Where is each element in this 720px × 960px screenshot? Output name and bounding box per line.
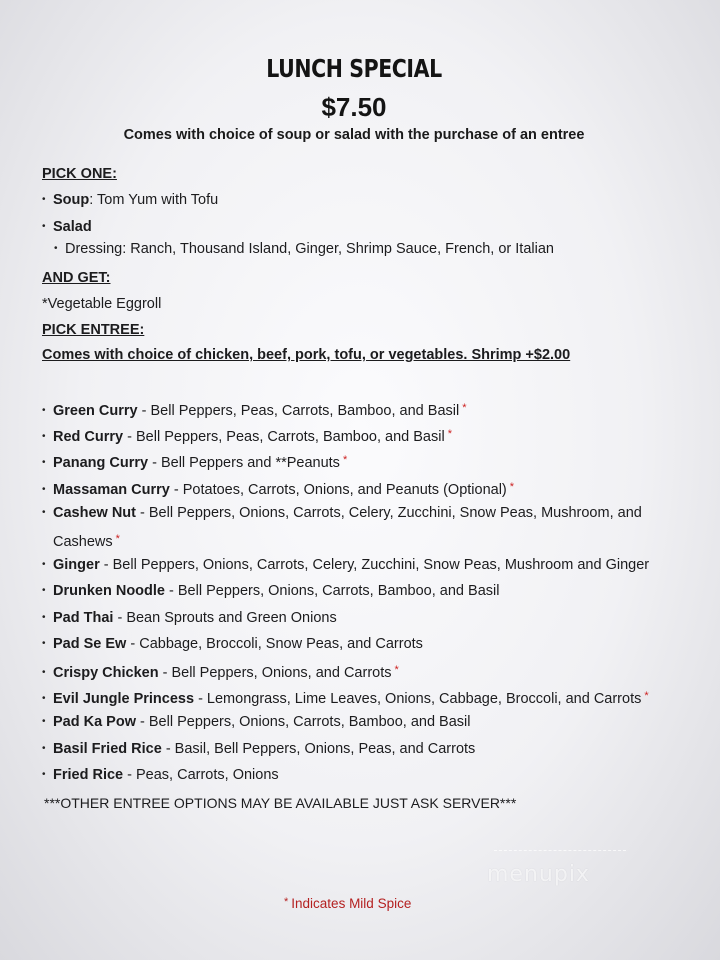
entree-description: - Bell Peppers, Peas, Carrots, Bamboo, and Basil (137, 403, 460, 419)
bullet-icon: • (42, 693, 46, 705)
entree-name: Drunken Noodle (53, 583, 165, 600)
entree-description: - Basil, Bell Peppers, Onions, Peas, and Carrots (161, 740, 476, 757)
spice-marker-icon: * (115, 533, 120, 545)
soup-option (42, 191, 218, 209)
entree-description: - Peas, Carrots, Onions (123, 766, 279, 783)
entree-item (42, 740, 475, 758)
entree-name: Red Curry (53, 429, 124, 446)
salad-option (42, 218, 92, 236)
entree-description: - Bean Sprouts and Green Onions (113, 609, 337, 626)
lunch-price: $7.50 (321, 92, 387, 122)
bullet-icon: • (42, 194, 46, 205)
bullet-icon: • (42, 221, 46, 232)
soup-label: Soup (53, 192, 90, 208)
spice-footnote-text: Indicates Mild Spice (291, 896, 412, 911)
entree-item (42, 687, 649, 708)
entree-item (42, 504, 642, 522)
menupix-watermark: menupix (487, 862, 590, 887)
entree-description: - Bell Peppers, Onions, Carrots, Celery, Zucchini, Snow Peas, Mushroom, and (136, 504, 642, 521)
entree-item (42, 582, 499, 600)
entree-name: Ginger (53, 557, 100, 574)
menu-subtitle: Comes with choice of soup or salad with the purchase of an entree (123, 127, 585, 143)
menu-title: LUNCH SPECIAL (266, 54, 442, 83)
bullet-icon: • (42, 559, 46, 571)
protein-choice-note: Comes with choice of chicken, beef, pork, tofu, or vegetables. Shrimp +$2.00 (42, 347, 571, 363)
entree-name: Evil Jungle Princess (53, 691, 195, 708)
spice-marker-icon: * (462, 402, 467, 414)
entree-description: - Bell Peppers, Onions, Carrots, Celery, Zucchini, Snow Peas, Mushroom and Ginger (99, 557, 650, 574)
spice-marker-icon: * (394, 664, 399, 676)
entree-item (42, 425, 452, 446)
entree-item (42, 635, 423, 653)
bullet-icon: • (42, 637, 46, 649)
entree-name: Basil Fried Rice (53, 740, 162, 757)
entree-name: Pad Thai (53, 609, 114, 626)
salad-label: Salad (53, 219, 92, 235)
entree-name: Massaman Curry (53, 481, 170, 498)
entree-item (42, 766, 279, 784)
entree-item-continued (53, 530, 120, 551)
dressing-text: Dressing: Ranch, Thousand Island, Ginger, Shrimp Sauce, French, or Italian (65, 241, 554, 257)
entree-name: Cashew Nut (53, 504, 136, 521)
watermark-rule (494, 850, 626, 851)
dressing-option (54, 240, 554, 258)
entree-item (42, 713, 470, 731)
pick-entree-heading: PICK ENTREE: (42, 322, 145, 338)
spice-marker-icon: * (284, 896, 289, 908)
bullet-icon: • (42, 431, 46, 443)
spice-marker-icon: * (447, 428, 452, 441)
bullet-icon: • (42, 483, 46, 495)
entree-description: - Cabbage, Broccoli, Snow Peas, and Carrots (126, 635, 423, 652)
bullet-icon: • (54, 243, 58, 254)
bullet-icon: • (42, 667, 46, 678)
bullet-icon: • (42, 506, 46, 518)
entree-name: Fried Rice (53, 766, 124, 783)
entree-name: Green Curry (53, 403, 138, 419)
entree-name: Pad Ka Pow (53, 714, 136, 731)
entree-description: - Bell Peppers, Onions, Carrots, Bamboo, and Basil (136, 714, 471, 731)
entree-name: Pad Se Ew (53, 635, 127, 652)
entree-description: - Bell Peppers and **Peanuts (148, 455, 340, 472)
eggroll-item: *Vegetable Eggroll (42, 296, 162, 312)
and-get-heading: AND GET: (42, 270, 111, 286)
other-options-note: ***OTHER ENTREE OPTIONS MAY BE AVAILABLE JUST ASK SERVER*** (44, 795, 517, 811)
entree-name: Panang Curry (53, 455, 149, 472)
entree-description: - Lemongrass, Lime Leaves, Onions, Cabbage, Broccoli, and Carrots (194, 691, 642, 708)
bullet-icon: • (42, 457, 46, 469)
entree-description: Cashews (53, 534, 113, 550)
bullet-icon: • (42, 405, 46, 416)
soup-text: : Tom Yum with Tofu (89, 192, 219, 208)
entree-item (42, 609, 337, 627)
bullet-icon: • (42, 768, 46, 780)
spice-marker-icon: * (342, 454, 348, 467)
bullet-icon: • (42, 742, 46, 754)
entree-item (42, 451, 347, 472)
bullet-icon: • (42, 716, 46, 728)
spice-footnote (284, 896, 411, 911)
spice-marker-icon: * (509, 480, 515, 493)
spice-marker-icon: * (644, 690, 649, 703)
entree-description: - Potatoes, Carrots, Onions, and Peanuts (Optional) (169, 481, 507, 498)
entree-name: Crispy Chicken (53, 665, 159, 681)
bullet-icon: • (42, 585, 46, 597)
pick-one-heading: PICK ONE: (42, 166, 117, 182)
entree-description: - Bell Peppers, Peas, Carrots, Bamboo, and Basil (123, 429, 445, 446)
entree-item (42, 556, 649, 574)
entree-description: - Bell Peppers, Onions, and Carrots (158, 665, 392, 681)
entree-item (42, 478, 514, 499)
bullet-icon: • (42, 611, 46, 623)
entree-item (42, 661, 399, 682)
entree-item (42, 399, 466, 420)
entree-description: - Bell Peppers, Onions, Carrots, Bamboo, and Basil (164, 583, 500, 600)
